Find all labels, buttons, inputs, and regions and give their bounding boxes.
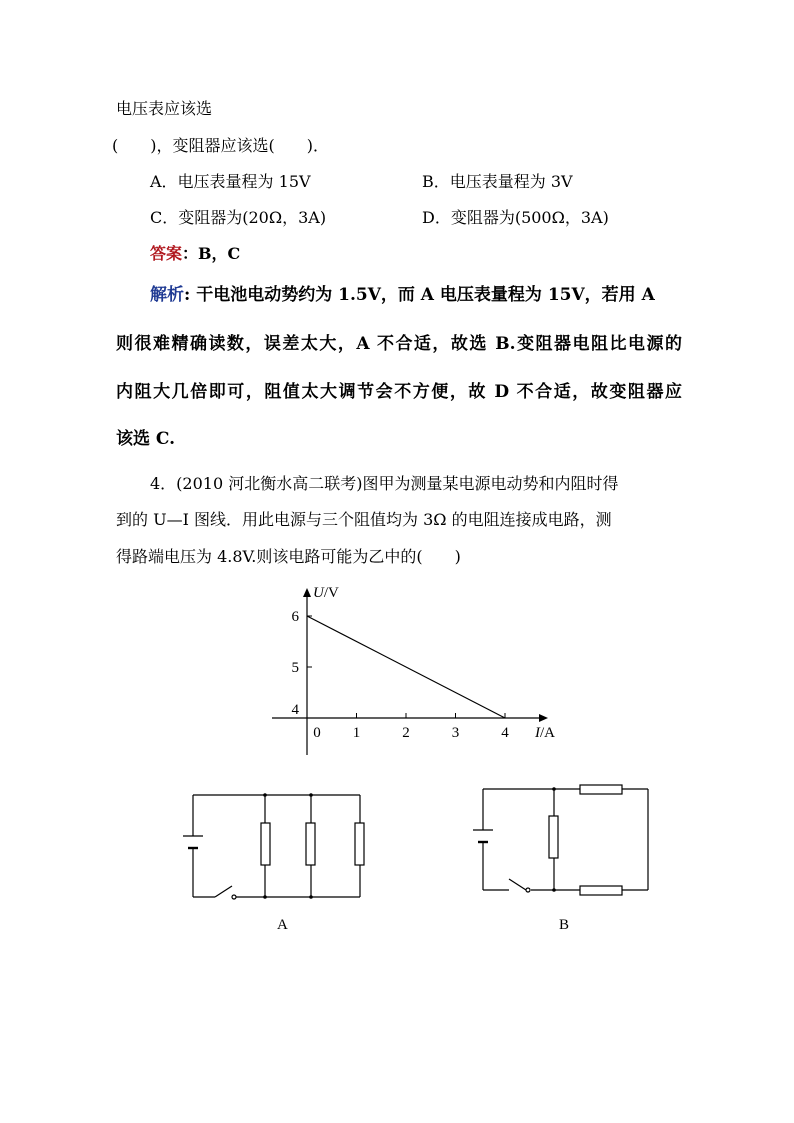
x-tick-label: 0 <box>313 725 321 741</box>
circuit-b-label: B <box>559 917 570 933</box>
switch-icon <box>526 888 530 892</box>
resistor-icon <box>580 785 622 794</box>
q3-line1: 电压表应该选 <box>116 99 213 118</box>
resistor-icon <box>580 886 622 895</box>
q3-line2: ( )，变阻器应该选( )． <box>112 136 329 155</box>
q4-line2: 到的 U—I 图线．用此电源与三个阻值均为 3Ω 的电阻连接成电路，测 <box>116 510 612 529</box>
y-axis-label: U/V <box>313 585 339 601</box>
q4-line3: 得路端电压为 4.8V.则该电路可能为乙中的( ) <box>116 547 461 566</box>
analysis-label: 解析 <box>150 285 184 305</box>
answer-label: 答案 <box>150 244 183 263</box>
y-tick-label: 6 <box>291 609 299 625</box>
analysis-line2: 则很难精确读数，误差太大，A 不合适，故选 B.变阻器电阻比电源的 <box>116 334 682 354</box>
x-tick-label: 1 <box>352 725 361 741</box>
resistor-icon <box>549 816 558 858</box>
x-tick-label: 3 <box>451 725 460 741</box>
q4-line1: 4．(2010 河北衡水高二联考)图甲为测量某电源电动势和内阻时得 <box>150 474 619 493</box>
analysis-line3: 内阻大几倍即可，阻值太大调节会不方便，故 D 不合适，故变阻器应 <box>116 382 682 402</box>
option-b: B．电压表量程为 3V <box>422 172 573 191</box>
x-axis-label: I/A <box>535 725 555 741</box>
x-tick-label: 2 <box>402 725 410 741</box>
y-tick-label: 4 <box>291 702 299 718</box>
circuit-a-label: A <box>277 917 288 933</box>
analysis-line4: 该选 C. <box>116 429 176 449</box>
y-tick-label: 5 <box>291 660 299 676</box>
x-tick-label: 4 <box>501 725 509 741</box>
answer-value: ：B，C <box>182 244 241 263</box>
analysis-line1: : 干电池电动势约为 1.5V，而 A 电压表量程为 15V，若用 A <box>184 285 655 305</box>
option-a: A．电压表量程为 15V <box>150 172 311 191</box>
option-c: C．变阻器为(20Ω，3A) <box>150 208 327 227</box>
option-d: D．变阻器为(500Ω，3A) <box>422 208 609 227</box>
